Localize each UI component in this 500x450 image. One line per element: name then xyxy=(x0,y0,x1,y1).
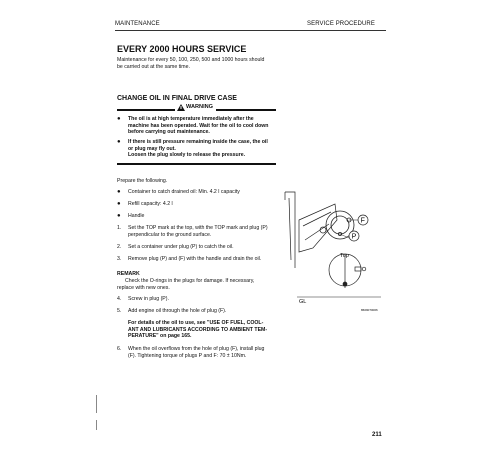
page-title: EVERY 2000 HOURS SERVICE xyxy=(117,44,247,54)
prep-bullet: ● xyxy=(117,189,121,195)
track-frame xyxy=(285,192,337,268)
prep-item: Container to catch drained oil: Min. 4.2 l capacity xyxy=(128,189,240,195)
step-4: Screw in plug (P). xyxy=(128,296,169,302)
intro-line: Maintenance for every 50, 100, 250, 500 and 1000 hours should xyxy=(117,57,265,63)
intro-line: be carried out at the same time. xyxy=(117,63,190,70)
warning-item-2: If there is still pressure remaining inside the case, the oil or plug may fly out. Loosen the plug slowly to release the pressure. xyxy=(128,139,268,159)
header-left: MAINTENANCE xyxy=(115,21,160,27)
scan-edge-mark xyxy=(96,395,97,413)
prep-bullet: ● xyxy=(117,213,121,219)
warning-bottom-rule xyxy=(117,163,276,165)
step-number: 2. xyxy=(117,244,122,250)
warning-triangle-icon xyxy=(177,104,185,111)
prep-bullet: ● xyxy=(117,201,121,207)
figure-code: 8609070006 xyxy=(361,308,378,312)
prepare-text: Prepare the following. xyxy=(117,178,168,184)
header-right: SERVICE PROCEDURE xyxy=(307,21,375,27)
intro-paragraph xyxy=(117,57,264,70)
prep-item: Refill capacity: 4.2 l xyxy=(128,201,173,207)
callout-p-label: P xyxy=(351,233,357,241)
scan-edge-mark xyxy=(96,420,97,430)
callout-f-label: F xyxy=(360,217,365,225)
header-rule xyxy=(115,30,386,31)
oil-note: For details of the oil to use, see "USE OF FUEL, COOL- ANT AND LUBRICANTS ACCORDING TO AMBIENT TEM- PERATURE" on page 165. xyxy=(128,320,268,340)
warning-bar-left xyxy=(117,109,175,111)
warning-item-1: The oil is at high temperature immediately after the machine has been operated. Wait for the oil to cool down before carrying out maintenance. xyxy=(128,116,269,136)
remark-title: REMARK xyxy=(117,271,140,277)
warning-bullet: ● xyxy=(117,116,121,122)
top-detail xyxy=(329,254,366,288)
top-label: Top xyxy=(340,253,349,259)
section-title: CHANGE OIL IN FINAL DRIVE CASE xyxy=(117,95,237,102)
step-6: When the oil overflows from the hole of plug (F), install plug (F). Tightening torque of plugs P and F: 70 ± 10Nm. xyxy=(128,346,265,359)
warning-label: WARNING xyxy=(186,104,214,110)
step-number: 5. xyxy=(117,308,122,314)
page-number: 211 xyxy=(372,432,382,438)
warning-bar-right xyxy=(216,109,276,111)
step-number: 4. xyxy=(117,296,122,302)
step-1: Set the TOP mark at the top, with the TOP mark and plug (P) perpendicular to the ground surface. xyxy=(128,225,268,238)
remark-text: Check the O-rings in the plugs for damage. If necessary, replace with new ones. xyxy=(117,278,255,291)
prep-item: Handle xyxy=(128,213,145,219)
step-2: Set a container under plug (P) to catch the oil. xyxy=(128,244,234,250)
step-3: Remove plug (P) and (F) with the handle and drain the oil. xyxy=(128,256,262,262)
step-number: 6. xyxy=(117,346,122,352)
step-5: Add engine oil through the hole of plug (F). xyxy=(128,308,227,314)
step-number: 3. xyxy=(117,256,122,262)
final-drive-figure xyxy=(283,190,386,312)
gl-label: GL xyxy=(299,299,307,305)
warning-bullet: ● xyxy=(117,139,121,145)
step-number: 1. xyxy=(117,225,122,231)
